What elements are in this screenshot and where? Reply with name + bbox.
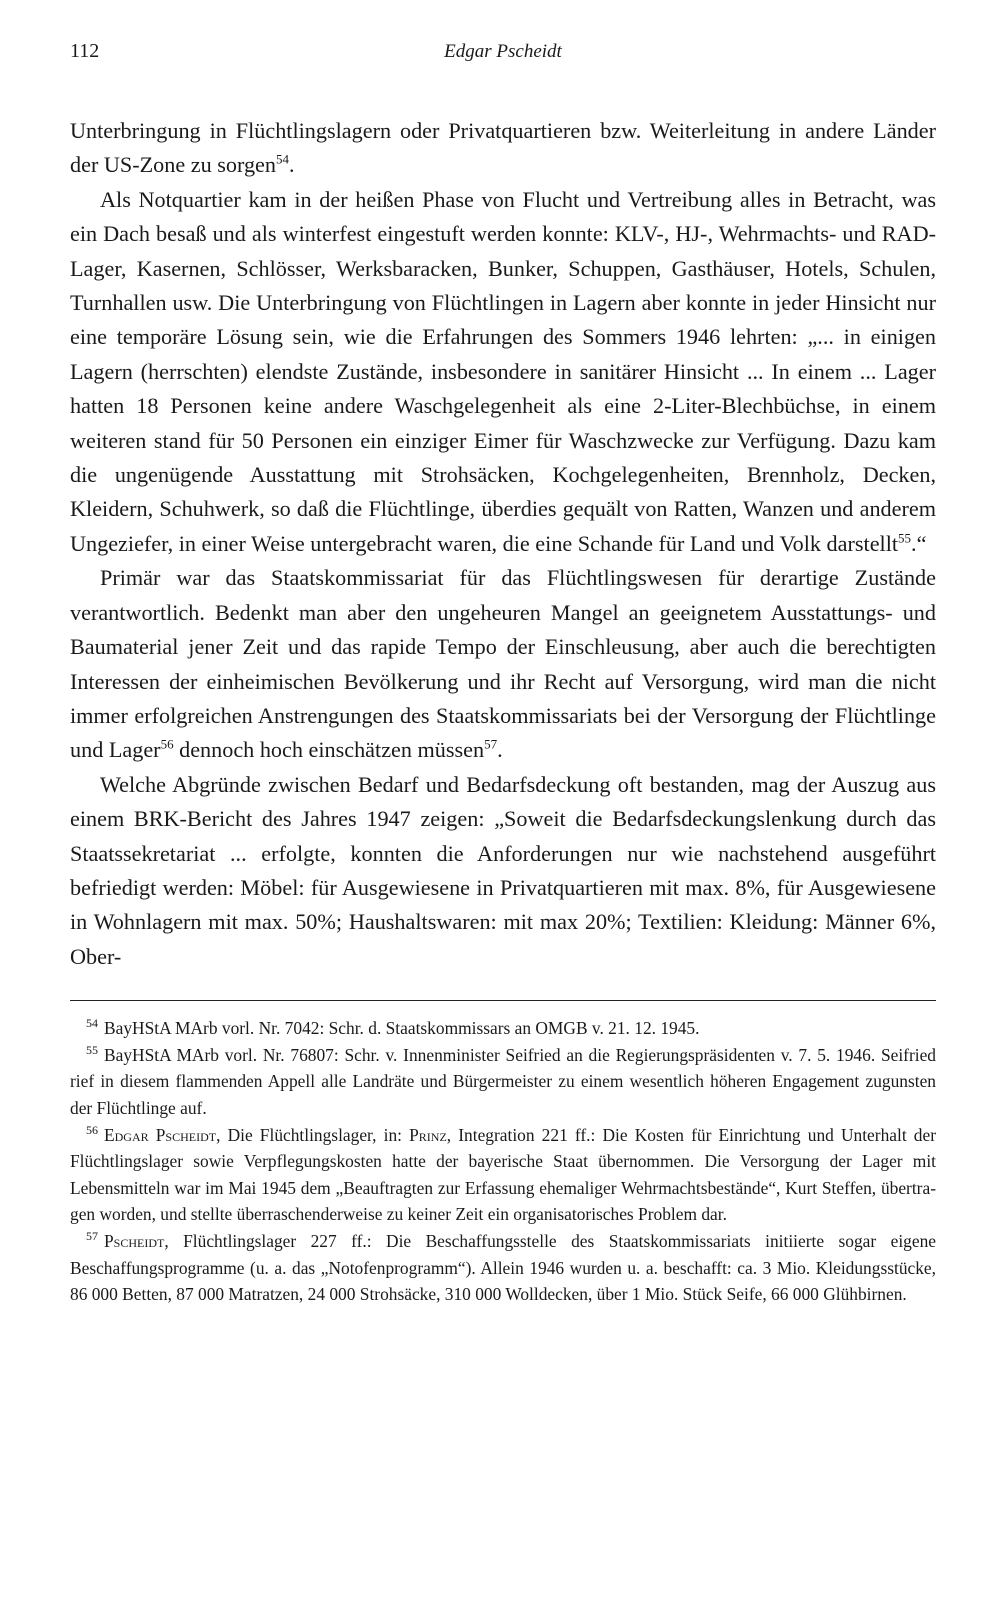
footnote-57 (70, 1228, 936, 1308)
footnote-56 (70, 1122, 936, 1228)
footnote-55 (70, 1042, 936, 1122)
footnotes (70, 1015, 936, 1308)
paragraph-4-text: Welche Abgründe zwischen Bedarf und Bedarfsdeckung oft bestanden, mag der Auszug aus einem BRK-Bericht des Jahres 1947 zeigen: „Soweit die Bedarfsdeckungslenkung durch das Staatssekretariat ... erfolgte, konnten die Anforderungen nur wie nachstehend ausgeführt befriedigt werden: Möbel: für Ausgewiesene in Privatquartieren mit max. 8%, für Ausgewiesene in Wohnlagern mit max. 50%; Haushaltswaren: mit max 20%; Textilien: Kleidung: Männer 6%, Ober- (70, 771, 936, 969)
footnote-author: Pscheidt (104, 1230, 165, 1251)
footnote-divider (70, 1000, 936, 1001)
footnote-author: Edgar Pscheidt (104, 1124, 217, 1145)
paragraph-2 (70, 183, 936, 561)
footnote-ref-55[interactable]: 55 (898, 530, 912, 546)
footnote-text-a: , Die Flüchtlingslager, in: (216, 1124, 410, 1145)
footnote-mark: 56 (86, 1122, 98, 1137)
paragraph-3-tail: . (497, 737, 503, 763)
footnote-text: BayHStA MArb vorl. Nr. 7042: Schr. d. Staatskommissars an OMGB v. 21. 12. 1945. (104, 1018, 700, 1039)
book-page (70, 40, 936, 1308)
footnote-ref-56[interactable]: 56 (160, 736, 174, 752)
footnote-text-a: , Flüchtlingslager 227 ff.: Die Beschaffungsstelle des Staatskommissariats initiierte sogar eigene Beschaffungsprogramme (u. a. das „Notofenprogramm“). Allein 1946 wurden u. a. beschafft: ca. 3 Mio. Kleidungsstücke, 86 000 Betten, 87 000 Matratzen, 24 000 Strohsäcke, 310 000 Wolldecken, über 1 Mio. Stück Seife, 66 000 Glühbirnen. (70, 1230, 936, 1305)
paragraph-3-text-a: Primär war das Staatskommissariat für das Flüchtlingswesen für derartige Zustände verantwortlich. Bedenkt man aber den ungeheuren Mangel an geeignetem Ausstattungs- und Baumaterial jener Zeit und das rapide Tempo der Einschleusung, aber auch die berechtigten Interessen der einheimischen Bevölkerung und ihr Recht auf Versorgung, wird man die nicht immer erfolgreichen Anstrengungen des Staatskommissariats bei der Versorgung der Flüchtlinge und Lager (70, 565, 936, 763)
footnote-ref-57[interactable]: 57 (484, 736, 498, 752)
paragraph-1 (70, 114, 936, 183)
paragraph-1-text: Unterbringung in Flüchtlingslagern oder Privatquartieren bzw. Weiterleitung in andere Länder der US-Zone zu sorgen (70, 118, 936, 178)
paragraph-4 (70, 768, 936, 974)
paragraph-2-text: Als Notquartier kam in der heißen Phase von Flucht und Vertreibung alles in Betracht, was ein Dach besaß und als winterfest eingestuft werden konnte: KLV-, HJ-, Wehrmachts- und RAD-Lager, Kasernen, Schlösser, Werksbaracken, Bunker, Schuppen, Gasthäuser, Hotels, Schulen, Turnhallen usw. Die Unterbringung von Flüchtlingen in Lagern aber konnte in jeder Hinsicht nur eine temporäre Lösung sein, wie die Erfahrungen des Sommers 1946 lehrten: „... in einigen Lagern (herrschten) elendste Zustände, insbesondere in sanitärer Hinsicht ... In einem ... Lager hatten 18 Personen keine andere Waschgelegenheit als eine 2-Liter-Blechbüchse, in einem weiteren stand für 50 Personen ein einziger Eimer für Waschzwecke zur Verfügung. Dazu kam die ungenügende Ausstattung mit Strohsäcken, Kochgelegenheiten, Brennholz, Decken, Kleidern, Schuhwerk, so daß die Flüchtlinge, überdies gequält von Ratten, Wanzen und anderem Ungeziefer, in einer Weise untergebracht waren, die eine Schande für Land und Volk darstellt (70, 186, 936, 556)
footnote-text: BayHStA MArb vorl. Nr. 76807: Schr. v. Innenminister Seifried an die Regierungspräsidenten v. 7. 5. 1946. Seifried rief in diesem flammenden Appell alle Landräte und Bürgermeister zu einem wesentlich höheren Engagement zugunsten der Flüchtlinge auf. (70, 1044, 936, 1118)
paragraph-3 (70, 561, 936, 767)
footnote-mark: 54 (86, 1016, 98, 1031)
footnote-mark: 57 (86, 1229, 98, 1244)
running-title: Edgar Pscheidt (444, 41, 562, 62)
footnote-54 (70, 1015, 936, 1042)
paragraph-1-tail: . (289, 152, 295, 178)
paragraph-3-text-b: dennoch hoch einschätzen müssen (173, 737, 485, 763)
footnote-mark: 55 (86, 1042, 98, 1057)
page-number: 112 (70, 40, 100, 62)
footnote-text-b: , Integration 221 ff.: Die Kosten für Einrichtung und Unterhalt der Flüchtlingslager sowie Verpflegungskosten hatte der bayerische Staat übernommen. Die Versorgung der Lager mit Lebensmitteln war im Mai 1945 dem „Beauftragten zur Erfassung ehemaliger Wehrmachtsbestände“, Kurt Steffen, übertragen worden, und stellte überraschenderweise zu keiner Zeit ein organisatorisches Problem dar. (70, 1124, 936, 1225)
footnote-author: Prinz (409, 1124, 447, 1145)
running-head (70, 40, 936, 76)
footnote-ref-54[interactable]: 54 (276, 152, 290, 168)
paragraph-2-tail: .“ (911, 530, 927, 556)
main-text (70, 114, 936, 974)
